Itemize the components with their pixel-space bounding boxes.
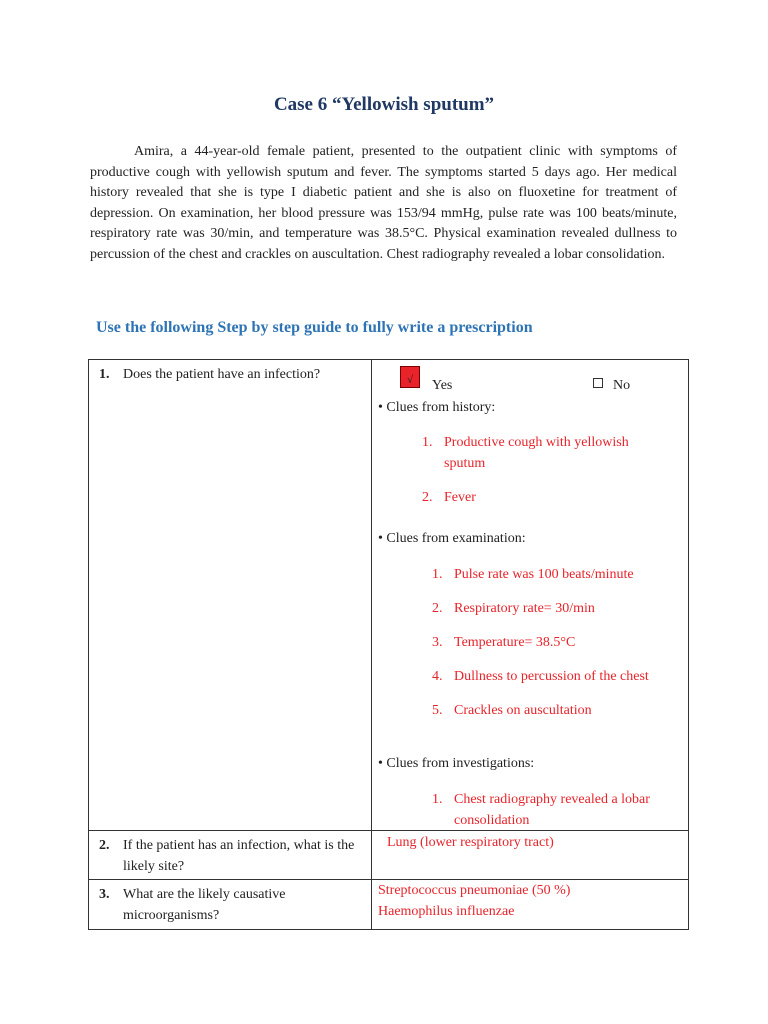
case-description: Amira, a 44-year-old female patient, presented to the outpatient clinic with symptoms of productive cough with yellowish sputum and fever. The symptoms started 5 days ago. Her medical history revealed that she is type I diabetic patient and she is also on fluoxetine for treatment of depression. On examination, her blood pressure was 153/94 mmHg, pulse rate was 100 beats/minute, respiratory rate was 30/min, and temperature was 38.5°C. Physical examination revealed dullness to percussion of the chest and crackles on auscultation. Chest radiography revealed a lobar consolidation.	[90, 144, 677, 262]
answer-cell	[372, 360, 689, 831]
answer-cell	[372, 880, 689, 930]
microorganism-line: Streptococcus pneumoniae (50 %)	[378, 883, 571, 898]
list-item: 5. Crackles on auscultation	[432, 703, 592, 718]
likely-site-answer: Lung (lower respiratory tract)	[387, 835, 554, 850]
case-title: Case 6 “Yellowish sputum”	[273, 94, 495, 115]
question-text: Does the patient have an infection?	[123, 367, 321, 382]
question-cell	[89, 360, 372, 831]
microorganisms-answer	[372, 880, 688, 929]
answer-cell	[372, 831, 689, 880]
bullet-icon: •	[378, 756, 383, 771]
yes-label: Yes	[432, 378, 453, 393]
guide-heading: Use the following Step by step guide to fully write a prescription	[96, 319, 533, 336]
question-text: What are the likely causative microorganisms?	[123, 887, 286, 923]
no-label: No	[613, 378, 631, 393]
question-number: 3.	[99, 887, 110, 902]
yes-checkbox-checked[interactable]	[400, 366, 420, 388]
list-item: 4. Dullness to percussion of the chest	[432, 669, 649, 684]
bullet-icon: •	[378, 400, 383, 415]
table-row	[89, 880, 689, 930]
examination-clues-heading: • Clues from examination:	[378, 531, 526, 546]
question-number: 2.	[99, 838, 110, 853]
list-item: 1. Productive cough with yellowish sputum	[422, 435, 629, 471]
question-cell	[89, 880, 372, 930]
table-row	[89, 360, 689, 831]
question-text: If the patient has an infection, what is the likely site?	[123, 838, 355, 874]
microorganism-line: Haemophilus influenzae	[378, 904, 515, 919]
history-clues-heading: • Clues from history:	[378, 400, 496, 415]
list-item: 2. Respiratory rate= 30/min	[432, 601, 595, 616]
no-checkbox[interactable]	[593, 378, 603, 388]
question-cell	[89, 831, 372, 880]
check-mark-icon: √	[406, 374, 414, 386]
question-number: 1.	[99, 367, 110, 382]
bullet-icon: •	[378, 531, 383, 546]
table-row	[89, 831, 689, 880]
prescription-guide-table	[88, 359, 689, 930]
list-item: 2. Fever	[422, 490, 476, 505]
list-item: 1. Chest radiography revealed a lobar consolidation	[432, 792, 650, 828]
list-item: 1. Pulse rate was 100 beats/minute	[432, 567, 634, 582]
investigation-clues-heading: • Clues from investigations:	[378, 756, 535, 771]
list-item: 3. Temperature= 38.5°C	[432, 635, 576, 650]
